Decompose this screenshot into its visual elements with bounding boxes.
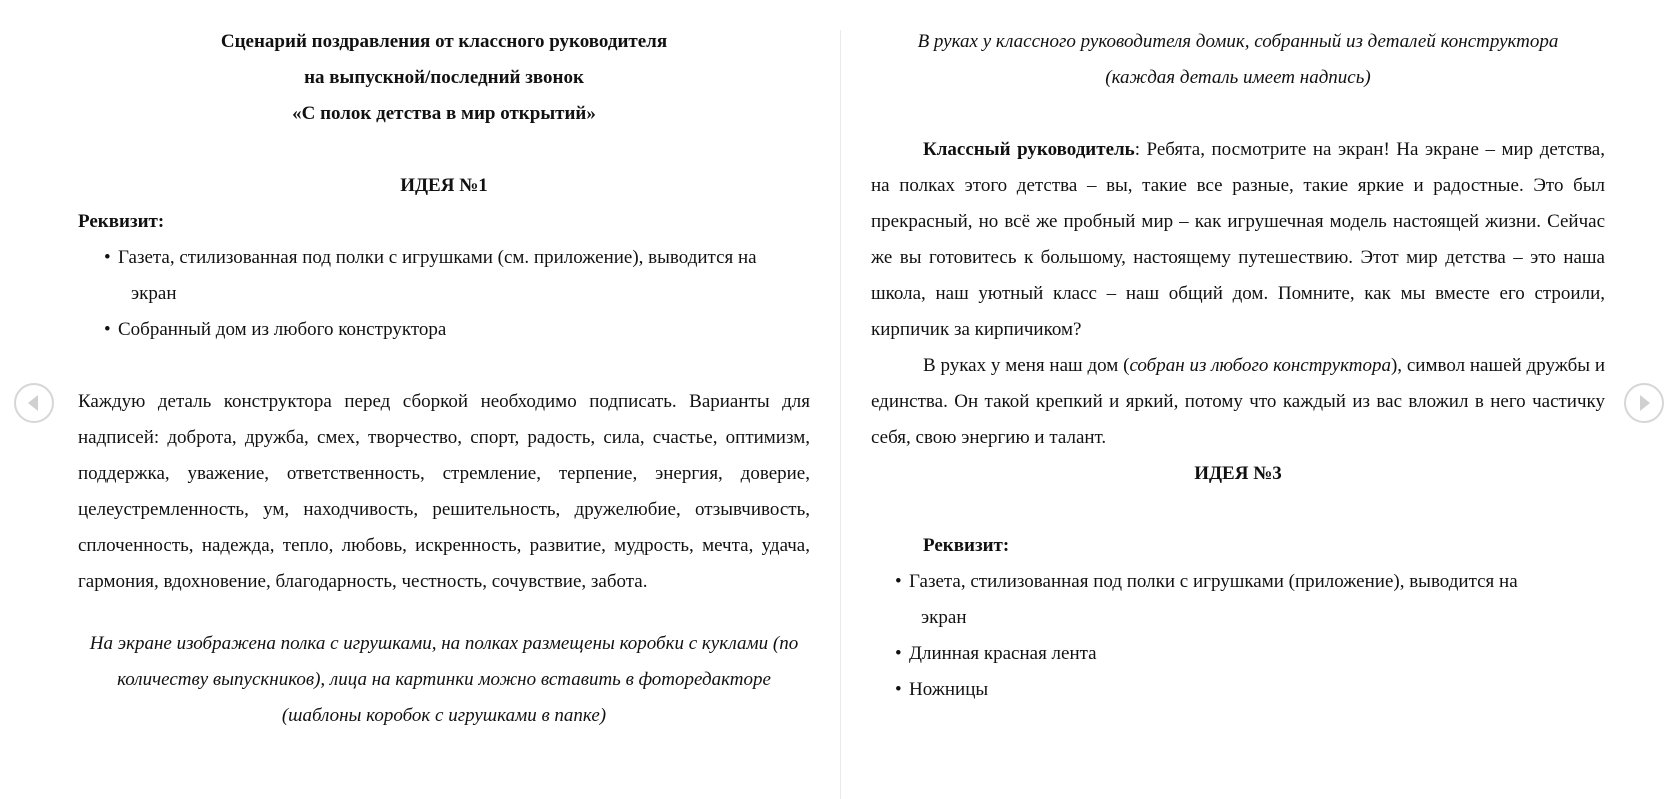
- bullet-icon: •: [104, 319, 111, 340]
- page-divider: [840, 30, 841, 799]
- idea-heading-3: ИДЕЯ №3: [1194, 463, 1282, 484]
- props-label: Реквизит:: [78, 211, 165, 232]
- list-item: • Ножницы: [895, 672, 1605, 708]
- chevron-right-icon: [1626, 385, 1662, 421]
- right-page: [871, 0, 1605, 799]
- chevron-left-icon: [16, 385, 52, 421]
- title-line-2: на выпускной/последний звонок: [304, 67, 584, 88]
- next-page-button[interactable]: [1624, 383, 1664, 423]
- props-label-3: Реквизит:: [923, 535, 1010, 556]
- speech-text: : Ребята, посмотрите на экран! На экране – мир детства, на полках этого детства – вы, такие все разные, такие яркие и радостные. Это был прекрасный, но всё же пробный мир – как игрушечная модель настоящей жизни. Сейчас же вы готовитесь к большому, настоящему путешествию. Этот мир детства – это наша школа, наш уютный класс – наш общий дом. Помните, как мы вместе его строили, кирпичик за кирпичиком?: [871, 139, 1605, 340]
- bullet-icon: •: [104, 247, 111, 268]
- speaker-name: Классный руководитель: [923, 139, 1135, 160]
- prev-page-button[interactable]: [14, 383, 54, 423]
- left-page: [78, 0, 810, 799]
- list-item: • Газета, стилизованная под полки с игрушками (см. приложение), выводится на экран: [104, 240, 810, 312]
- list-item: • Газета, стилизованная под полки с игрушками (приложение), выводится на экран: [895, 564, 1605, 636]
- stage-note-line-2: (каждая деталь имеет надпись): [1105, 67, 1371, 88]
- title-line-1: Сценарий поздравления от классного руководителя: [220, 31, 668, 52]
- body-paragraph-2: В руках у меня наш дом (собран из любого конструктора), символ нашей дружбы и единства. Он такой крепкий и яркий, потому что каждый из вас вложил в него частичку себя, свою энергию и талант.: [871, 355, 1605, 448]
- stage-note: На экране изображена полка с игрушками, на полках размещены коробки с куклами (по количеству выпускников), лица на картинки можно вставить в фоторедакторе (шаблоны коробок с игрушками в папке): [89, 633, 799, 726]
- bullet-icon: •: [895, 679, 902, 700]
- list-item: • Длинная красная лента: [895, 636, 1605, 672]
- speech-paragraph: [871, 132, 1605, 348]
- props-list: [78, 240, 810, 348]
- idea-heading: ИДЕЯ №1: [400, 175, 488, 196]
- body-paragraph: Каждую деталь конструктора перед сборкой необходимо подписать. Варианты для надписей: доброта, дружба, смех, творчество, спорт, радость, сила, счастье, оптимизм, поддержка, уважение, ответственность, стремление, терпение, энергия, доверие, целеустремленность, ум, находчивость, решительность, дружелюбие, отзывчивость, сплоченность, надежда, тепло, любовь, искренность, развитие, мудрость, мечта, удача, гармония, вдохновение, благодарность, честность, сочувствие, забота.: [78, 391, 810, 592]
- props-list-3: [871, 564, 1605, 708]
- bullet-icon: •: [895, 571, 902, 592]
- list-item: • Собранный дом из любого конструктора: [104, 312, 810, 348]
- bullet-icon: •: [895, 643, 902, 664]
- title-line-3: «С полок детства в мир открытий»: [292, 103, 596, 124]
- stage-note-line-1: В руках у классного руководителя домик, собранный из деталей конструктора: [917, 31, 1559, 52]
